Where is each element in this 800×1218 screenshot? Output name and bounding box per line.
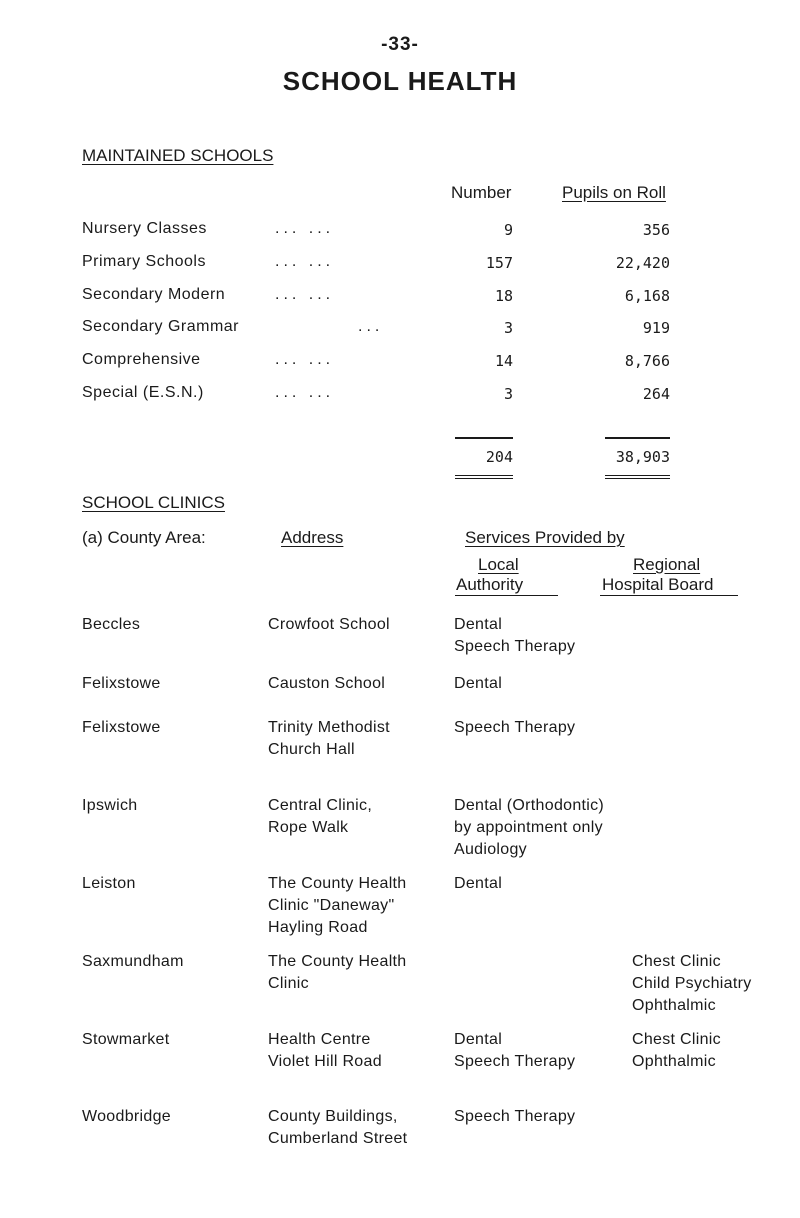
clinic-place: Ipswich	[82, 797, 138, 814]
local-authority-service: by appointment only	[454, 819, 603, 836]
clinic-place: Woodbridge	[82, 1108, 171, 1125]
local-authority-service: Speech Therapy	[454, 1108, 576, 1125]
school-type-label: Comprehensive	[82, 351, 201, 368]
school-pupils: 22,420	[615, 254, 670, 272]
clinic-address-line: Clinic	[268, 975, 309, 992]
local-authority-service: Dental (Orthodontic)	[454, 797, 605, 814]
page-title: SCHOOL HEALTH	[282, 66, 518, 96]
regional-hospital-service: Chest Clinic	[632, 1031, 721, 1048]
local-header: Local	[478, 555, 519, 574]
clinic-place: Felixstowe	[82, 719, 161, 736]
number-total-rule	[455, 437, 513, 439]
clinic-place: Felixstowe	[82, 675, 161, 692]
clinic-place: Leiston	[82, 875, 136, 892]
county-area-label: (a) County Area:	[82, 528, 206, 547]
clinic-address-line: Central Clinic,	[268, 797, 373, 814]
hospital-board-header: Hospital Board	[602, 575, 714, 594]
school-clinics-heading: SCHOOL CLINICS	[82, 493, 225, 512]
school-type-label: Nursery Classes	[82, 220, 207, 237]
clinic-address-line: Crowfoot School	[268, 616, 390, 633]
total-number: 204	[485, 448, 513, 466]
regional-hospital-service: Child Psychiatry	[632, 975, 752, 992]
school-pupils: 356	[642, 221, 670, 239]
leader-dots: ...	[358, 318, 384, 335]
number-double-rule-bottom	[455, 478, 513, 479]
school-pupils: 264	[642, 385, 670, 403]
local-authority-service: Dental	[454, 675, 503, 692]
total-pupils: 38,903	[615, 448, 670, 466]
school-pupils: 8,766	[624, 352, 670, 370]
leader-dots: ... ...	[275, 220, 335, 237]
school-type-label: Primary Schools	[82, 253, 206, 270]
local-authority-service: Speech Therapy	[454, 638, 576, 655]
local-authority-service: Dental	[454, 875, 503, 892]
school-pupils: 919	[642, 319, 670, 337]
regional-header: Regional	[633, 555, 701, 574]
regional-hospital-service: Ophthalmic	[632, 997, 716, 1014]
pupils-double-rule-bottom	[605, 478, 670, 479]
clinic-place: Stowmarket	[82, 1031, 170, 1048]
clinic-address-line: Causton School	[268, 675, 386, 692]
local-authority-service: Speech Therapy	[454, 1053, 576, 1070]
clinic-address-line: Health Centre	[268, 1031, 371, 1048]
clinic-address-line: Rope Walk	[268, 819, 349, 836]
school-number: 3	[503, 319, 513, 337]
local-authority-service: Audiology	[454, 841, 527, 858]
school-pupils: 6,168	[624, 287, 670, 305]
maintained-schools-heading: MAINTAINED SCHOOLS	[82, 146, 274, 165]
clinic-address-line: Trinity Methodist	[268, 719, 390, 736]
clinic-address-line: Cumberland Street	[268, 1130, 408, 1147]
school-type-label: Special (E.S.N.)	[82, 384, 204, 401]
services-header: Services Provided by	[465, 528, 625, 547]
local-authority-service: Dental	[454, 1031, 503, 1048]
clinic-address-line: Clinic "Daneway"	[268, 897, 395, 914]
clinic-place: Beccles	[82, 616, 141, 633]
clinic-address-line: County Buildings,	[268, 1108, 398, 1125]
clinic-address-line: Hayling Road	[268, 919, 368, 936]
number-column-header: Number	[451, 183, 512, 202]
regional-hospital-service: Ophthalmic	[632, 1053, 716, 1070]
hospital-board-rule	[600, 595, 738, 596]
authority-header: Authority	[456, 575, 524, 594]
local-authority-service: Dental	[454, 616, 503, 633]
clinic-address-line: The County Health	[268, 953, 407, 970]
school-number: 157	[485, 254, 513, 272]
leader-dots: ... ...	[275, 253, 335, 270]
leader-dots: ... ...	[275, 351, 335, 368]
number-double-rule-top	[455, 475, 513, 476]
school-type-label: Secondary Grammar	[82, 318, 239, 335]
page-number: -33-	[381, 34, 419, 55]
authority-rule	[455, 595, 558, 596]
clinic-address-line: Violet Hill Road	[268, 1053, 382, 1070]
school-number: 14	[494, 352, 513, 370]
clinic-address-line: The County Health	[268, 875, 407, 892]
school-type-label: Secondary Modern	[82, 286, 226, 303]
pupils-total-rule	[605, 437, 670, 439]
pupils-column-header: Pupils on Roll	[562, 183, 666, 202]
school-number: 9	[503, 221, 513, 239]
school-number: 3	[503, 385, 513, 403]
clinic-address-line: Church Hall	[268, 741, 355, 758]
address-header: Address	[281, 528, 344, 547]
pupils-double-rule-top	[605, 475, 670, 476]
leader-dots: ... ...	[275, 286, 335, 303]
regional-hospital-service: Chest Clinic	[632, 953, 721, 970]
local-authority-service: Speech Therapy	[454, 719, 576, 736]
clinic-place: Saxmundham	[82, 953, 184, 970]
leader-dots: ... ...	[275, 384, 335, 401]
school-number: 18	[494, 287, 513, 305]
